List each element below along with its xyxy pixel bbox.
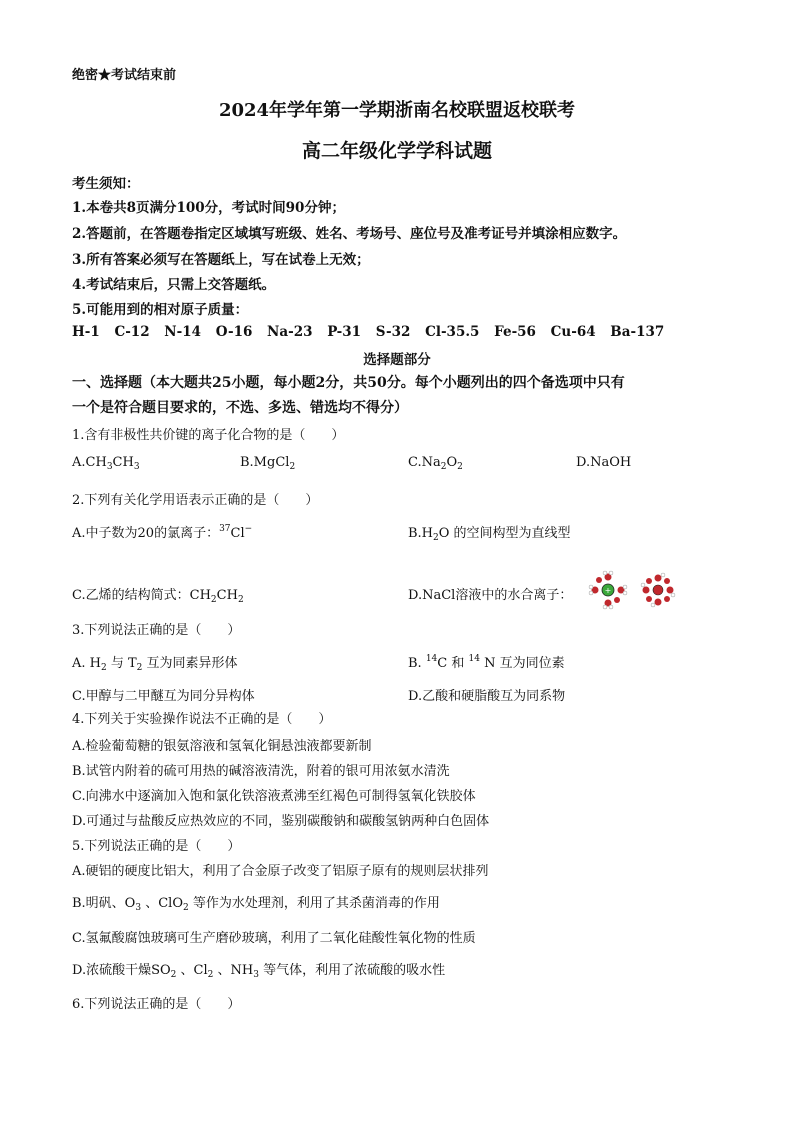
q5-option-a: A.硬铝的硬度比铝大，利用了合金原子改变了铝原子原有的规则层状排列 xyxy=(72,864,489,879)
q1-option-b: B.MgCl$_2$ xyxy=(240,455,296,472)
notice-item-4: 4.考试结束后，只需上交答题纸。 xyxy=(72,277,276,293)
question-2-stem: 2.下列有关化学用语表示正确的是（ ） xyxy=(72,493,319,508)
q2-option-a: A.中子数为20的氯离子：$^{37}$Cl− xyxy=(72,524,253,541)
notice-item-3: 3.所有答案必须写在答题纸上，写在试卷上无效； xyxy=(72,252,370,268)
question-4-stem: 4.下列关于实验操作说法不正确的是（ ） xyxy=(72,712,332,727)
exam-subtitle: 高二年级化学学科试题 xyxy=(301,140,492,162)
hydrated-ions-diagram xyxy=(588,570,688,610)
atomic-masses: H-1 C-12 N-14 O-16 Na-23 P-31 S-32 Cl-35.5 Fe-56 Cu-64 Ba-137 xyxy=(72,324,665,340)
notice-item-5: 5.可能用到的相对原子质量： xyxy=(72,302,249,318)
notice-heading: 考生须知： xyxy=(72,176,140,192)
question-6-stem: 6.下列说法正确的是（ ） xyxy=(72,997,241,1012)
hydrated-anion-icon xyxy=(641,573,675,607)
q2-option-b: $B.H_2O$ 的空间构型为直线型 xyxy=(408,526,571,543)
q5-option-b: B.明矾、$O_3$ 、ClO$_2$ 等作为水处理剂，利用了其杀菌消毒的作用 xyxy=(72,896,440,913)
part-title: 选择题部分 xyxy=(363,352,431,368)
q3-option-b: B. $^{14}$C 和 $^{14}$ N 互为同位素 xyxy=(408,654,565,671)
q4-option-d: D.可通过与盐酸反应热效应的不同，鉴别碳酸钠和碳酸氢钠两种白色固体 xyxy=(72,814,490,829)
svg-text:+: + xyxy=(604,586,612,595)
q4-option-b: B.试管内附着的硫可用热的碱溶液清洗，附着的银可用浓氨水清洗 xyxy=(72,764,450,779)
q4-option-c: C.向沸水中逐滴加入饱和氯化铁溶液煮沸至红褐色可制得氢氧化铁胶体 xyxy=(72,789,476,804)
section-heading-line1: 一、选择题（本大题共25小题，每小题2分，共50分。每个小题列出的四个备选项中只有 xyxy=(72,375,625,391)
q5-option-c: C.氢氟酸腐蚀玻璃可生产磨砂玻璃，利用了二氧化硅酸性氧化物的性质 xyxy=(72,931,476,946)
q2-option-c: C.乙烯的结构简式：$CH_2CH_2$ xyxy=(72,588,244,605)
q5-option-d-tail: 等气体，利用了浓硫酸的吸水性 xyxy=(263,963,446,978)
q4-option-a: A.检验葡萄糖的银氨溶液和氢氧化铜悬浊液都要新制 xyxy=(72,739,372,754)
question-5-stem: 5.下列说法正确的是（ ） xyxy=(72,839,241,854)
q5-option-b-tail: 等作为水处理剂，利用了其杀菌消毒的作用 xyxy=(192,896,440,911)
question-1-stem: 1.含有非极性共价键的离子化合物的是（ ） xyxy=(72,428,345,443)
q1-option-c: $C.Na_2O_2$ xyxy=(408,455,463,472)
q2-option-d: D.NaCl溶液中的水合离子： xyxy=(408,588,573,603)
q3-option-c: C.甲醇与二甲醚互为同分异构体 xyxy=(72,689,255,704)
notice-item-2: 2.答题前，在答题卷指定区域填写班级、姓名、考场号、座位号及准考证号并填涂相应数字。 xyxy=(72,226,627,242)
exam-title: 2024年学年第一学期浙南名校联盟返校联考 xyxy=(218,100,576,121)
hydrated-cation-icon xyxy=(589,571,627,609)
q2-option-c-text: C.乙烯的结构简式： xyxy=(72,588,190,603)
q5-option-d: D.浓硫酸干燥$SO_2$ 、$Cl_2$ 、$NH_3$ 等气体，利用了浓硫酸的吸水性 xyxy=(72,963,446,980)
q3-option-d: D.乙酸和硬脂酸互为同系物 xyxy=(408,689,566,704)
notice-item-1: 1.本卷共8页满分100分，考试时间90分钟； xyxy=(72,200,345,216)
q1-option-d: D.NaOH xyxy=(576,455,632,470)
confidential-label: 绝密★考试结束前 xyxy=(72,68,177,83)
hydrated-ions-svg xyxy=(588,570,688,610)
question-3-stem: 3.下列说法正确的是（ ） xyxy=(72,623,241,638)
q1-option-a: $A.CH_3CH_3$ xyxy=(72,455,140,472)
section-heading-line2: 一个是符合题目要求的，不选、多选、错选均不得分） xyxy=(72,400,408,416)
q3-option-a: A. $H_2$ 与 $T_2$ 互为同素异形体 xyxy=(72,656,238,673)
q2-option-a-text: A.中子数为20的氯离子： xyxy=(72,526,220,541)
